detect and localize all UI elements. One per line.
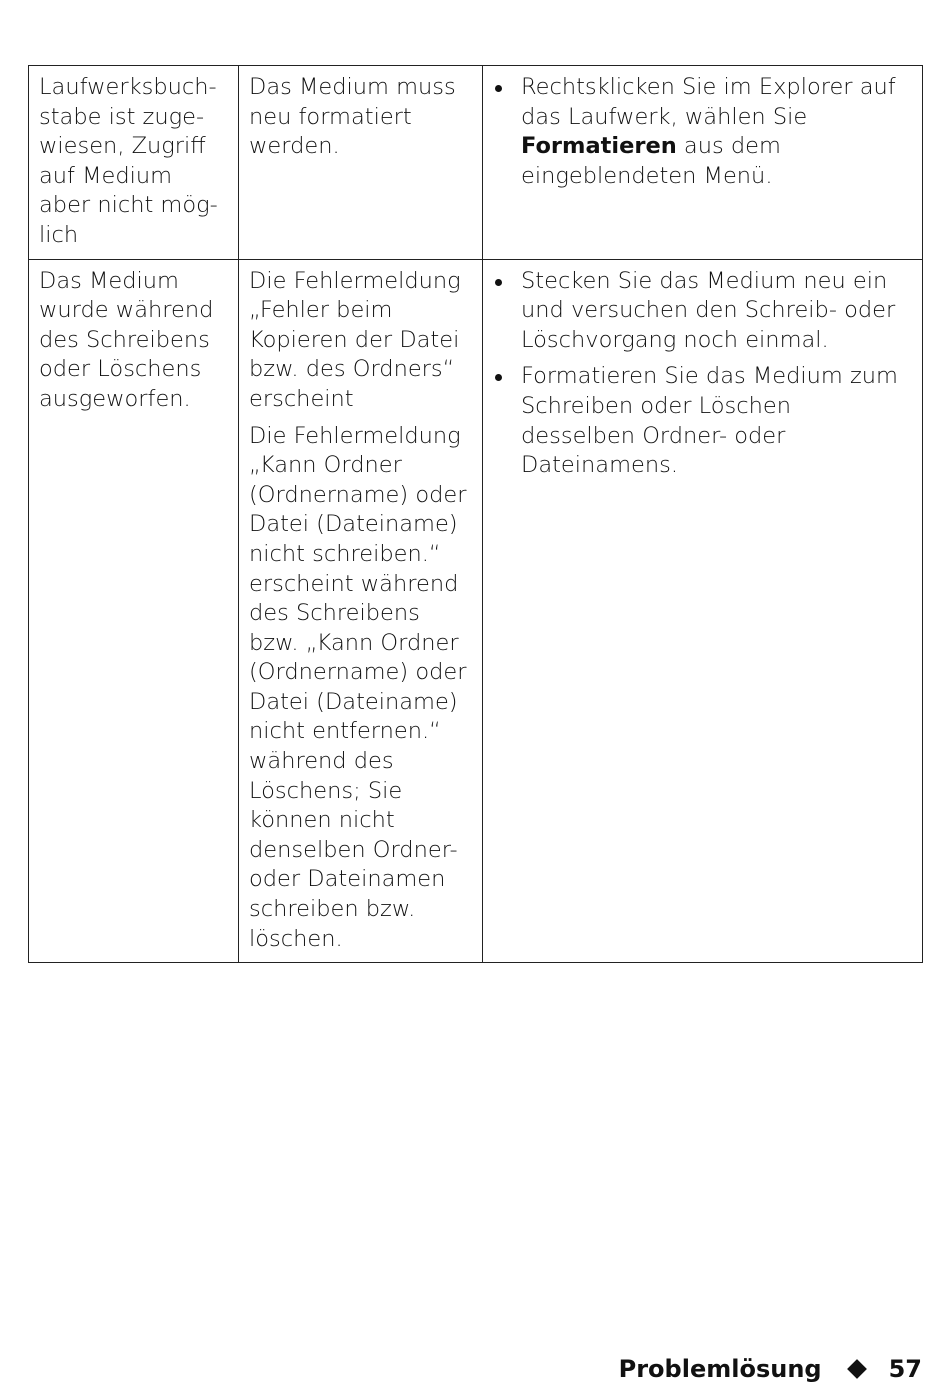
problem-line: auf Medium <box>39 162 173 189</box>
table-row <box>29 259 923 963</box>
cause-cell <box>239 66 483 260</box>
diamond-icon <box>847 1359 867 1379</box>
solution-text: aus dem eingeblendeten Menü. <box>521 133 781 189</box>
troubleshooting-table <box>28 65 923 963</box>
cause-cell <box>239 259 483 963</box>
section-title: Problemlösung <box>618 1355 822 1383</box>
solution-cell <box>483 259 923 963</box>
solution-list <box>493 267 912 481</box>
solution-item: Stecken Sie das Medium neu ein und versuchen den Schreib- oder Löschvorgang noch einmal. <box>493 267 912 356</box>
cause-text: Das Medium muss neu formatiert werden. <box>249 74 456 160</box>
problem-line: Laufwerksbuch- <box>39 74 217 100</box>
page-footer <box>619 1352 922 1386</box>
problem-line: lich <box>39 221 79 248</box>
format-menu-command: Formatieren <box>521 133 677 160</box>
solution-item: Formatieren Sie das Medium zum Schreiben oder Löschen desselben Ordner- oder Dateinamens. <box>493 362 912 480</box>
table-row <box>29 66 923 260</box>
solution-item <box>493 73 912 191</box>
cause-text: Die Fehlermeldung „Fehler beim Kopieren der Datei bzw. des Ordners“ erscheint <box>249 267 461 412</box>
cause-text: Die Fehlermeldung „Kann Ordner (Ordnername) oder Datei (Dateiname) nicht schreiben.“ erscheint während des Schreibens bzw. „Kann Ordner (Ordnername) oder Datei (Dateiname) nicht entfernen.“ während des Löschens; Sie können nicht denselben Ordner- oder Dateinamen schreiben bzw. löschen. <box>249 422 467 952</box>
solution-cell <box>483 66 923 260</box>
problem-cell <box>29 259 239 963</box>
page-number: 57 <box>888 1355 922 1383</box>
problem-line: wiesen, Zugriff <box>39 133 206 160</box>
problem-cell <box>29 66 239 260</box>
solution-list <box>493 73 912 191</box>
problem-text: Das Medium wurde während des Schreibens oder Löschens ausgeworfen. <box>39 267 214 412</box>
problem-line: aber nicht mög- <box>39 192 218 219</box>
solution-text: Rechtsklicken Sie im Explorer auf das Laufwerk, wählen Sie <box>521 74 896 130</box>
problem-line: stabe ist zuge- <box>39 103 205 130</box>
